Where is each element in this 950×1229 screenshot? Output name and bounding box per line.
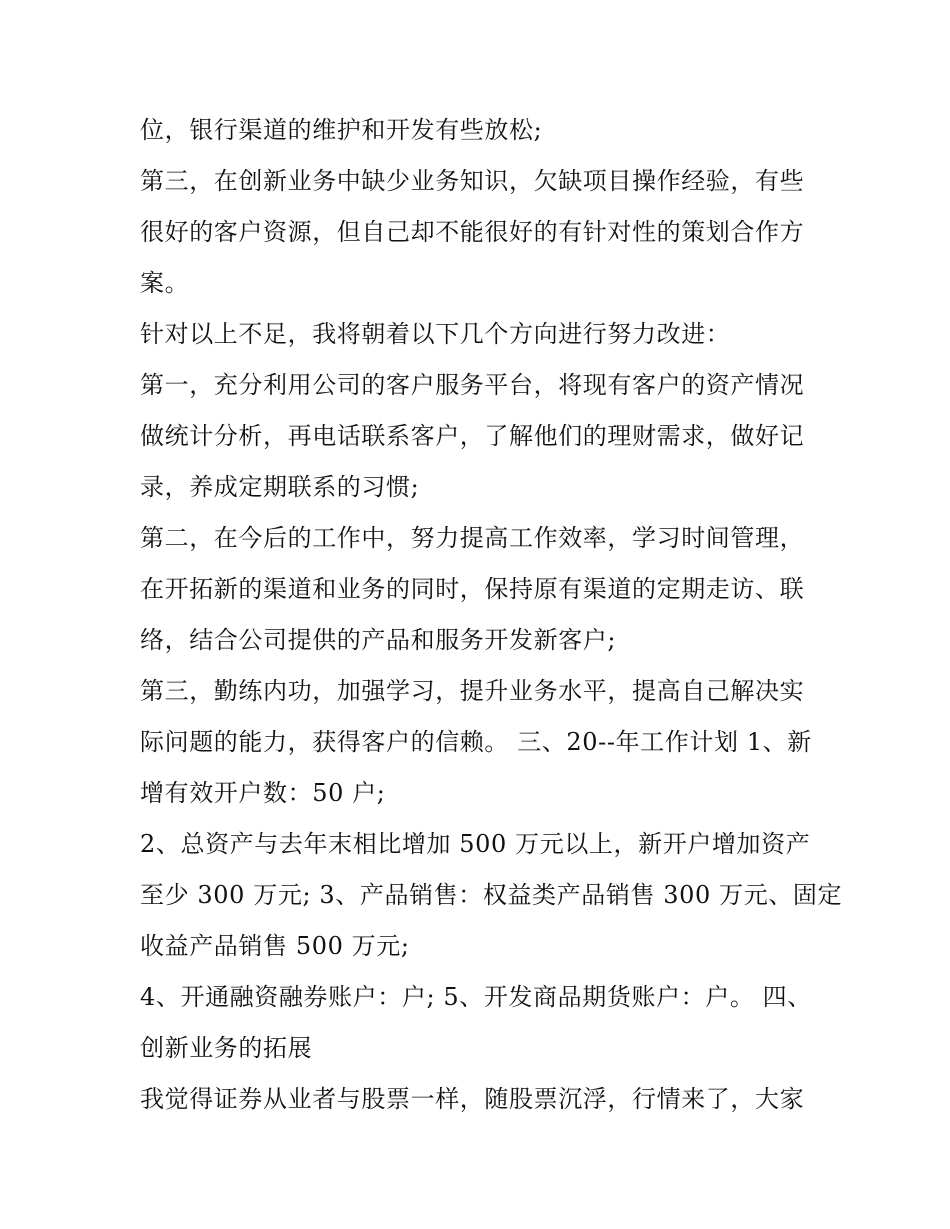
text-line: 至少 300 万元; 3、产品销售：权益类产品销售 300 万元、固定	[140, 881, 843, 909]
text-line: 第一，充分利用公司的客户服务平台，将现有客户的资产情况	[140, 371, 805, 399]
text-line: 录，养成定期联系的习惯;	[140, 473, 420, 501]
text-line: 4、开通融资融券账户：户; 5、开发商品期货账户：户。 四、	[140, 983, 812, 1011]
text-line: 案。	[140, 269, 190, 297]
text-line: 针对以上不足，我将朝着以下几个方向进行努力改进：	[140, 320, 731, 348]
text-line: 2、总资产与去年末相比增加 500 万元以上，新开户增加资产	[140, 830, 811, 858]
text-line: 很好的客户资源，但自己却不能很好的有针对性的策划合作方	[140, 218, 805, 246]
text-line: 做统计分析，再电话联系客户，了解他们的理财需求，做好记	[140, 422, 805, 450]
document-body	[140, 105, 843, 1125]
text-line: 位，银行渠道的维护和开发有些放松;	[140, 116, 543, 144]
text-line: 增有效开户数：50 户;	[140, 779, 386, 807]
text-line: 第二，在今后的工作中，努力提高工作效率，学习时间管理，	[140, 524, 805, 552]
text-line: 收益产品销售 500 万元;	[140, 932, 410, 960]
text-line: 际问题的能力，获得客户的信赖。 三、20--年工作计划 1、新	[140, 728, 812, 756]
text-line: 我觉得证券从业者与股票一样，随股票沉浮，行情来了，大家	[140, 1085, 805, 1113]
text-line: 在开拓新的渠道和业务的同时，保持原有渠道的定期走访、联	[140, 575, 805, 603]
text-line: 第三，勤练内功，加强学习，提升业务水平，提高自己解决实	[140, 677, 805, 705]
text-line: 第三，在创新业务中缺少业务知识，欠缺项目操作经验，有些	[140, 167, 805, 195]
text-line: 创新业务的拓展	[140, 1034, 313, 1062]
text-line: 络，结合公司提供的产品和服务开发新客户;	[140, 626, 617, 654]
